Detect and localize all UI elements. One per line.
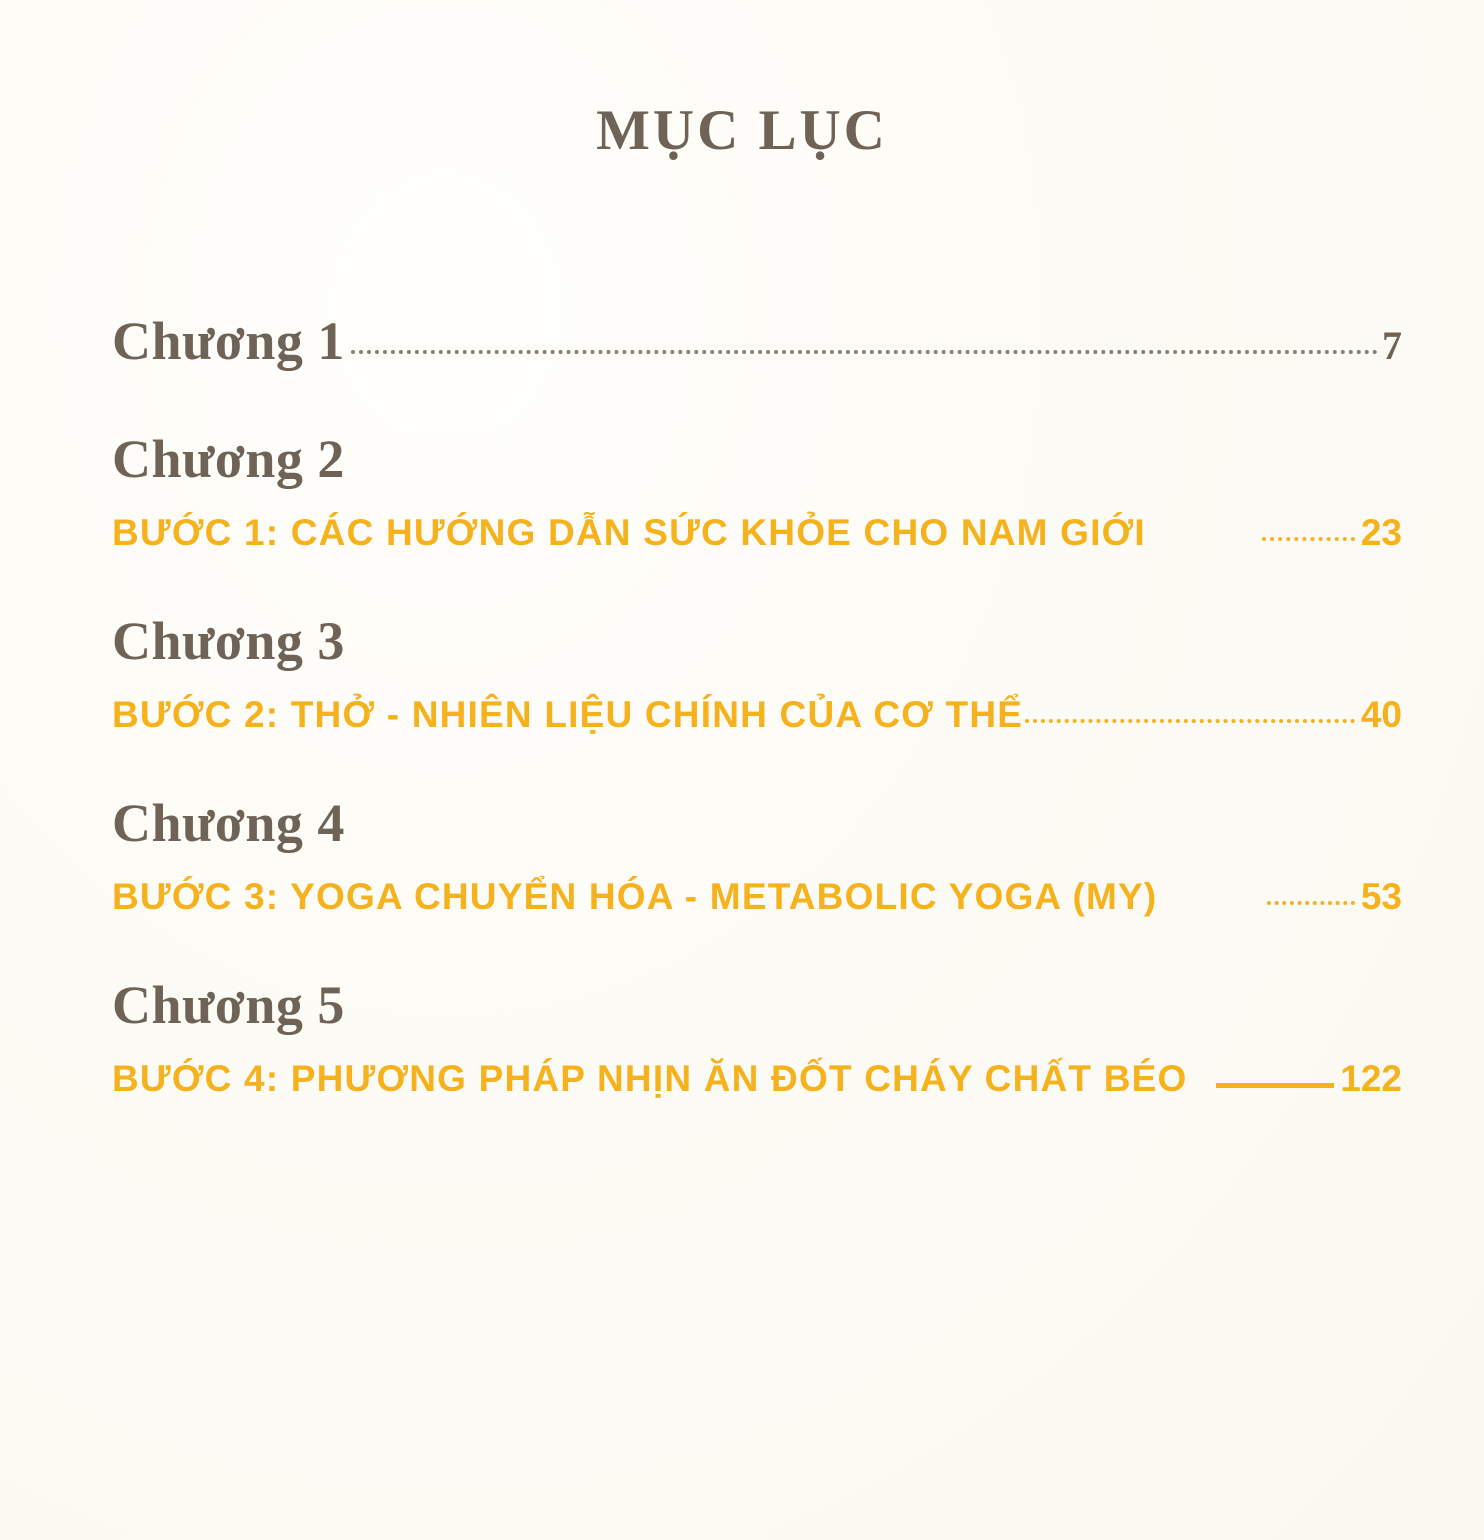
chapter-row[interactable] bbox=[112, 428, 1402, 490]
step-page-number: 23 bbox=[1360, 512, 1402, 553]
chapter-page-number: 7 bbox=[1382, 323, 1402, 368]
step-row[interactable] bbox=[112, 694, 1402, 736]
dot-leader bbox=[351, 343, 1378, 359]
step-page-number: 40 bbox=[1360, 694, 1402, 735]
step-row[interactable] bbox=[112, 876, 1402, 918]
rule-leader bbox=[1190, 1075, 1335, 1091]
step-row[interactable] bbox=[112, 1058, 1402, 1100]
dot-leader bbox=[1025, 711, 1355, 727]
page-title: MỤC LỤC bbox=[596, 99, 888, 162]
toc-entry bbox=[112, 610, 1402, 736]
step-page-number: 122 bbox=[1340, 1058, 1402, 1099]
toc-entry-list bbox=[112, 310, 1402, 1100]
chapter-label: Chương 2 bbox=[112, 429, 345, 489]
step-label: BƯỚC 4: PHƯƠNG PHÁP NHỊN ĂN ĐỐT CHÁY CHẤT BÉO bbox=[112, 1058, 1188, 1099]
chapter-label: Chương 3 bbox=[112, 611, 345, 671]
chapter-row[interactable] bbox=[112, 310, 1402, 372]
dot-leader bbox=[1159, 893, 1354, 909]
toc-entry bbox=[112, 310, 1402, 372]
chapter-row[interactable] bbox=[112, 610, 1402, 672]
chapter-label: Chương 4 bbox=[112, 793, 345, 853]
chapter-row[interactable] bbox=[112, 974, 1402, 1036]
step-row[interactable] bbox=[112, 512, 1402, 554]
dot-leader bbox=[1148, 529, 1355, 545]
chapter-label: Chương 5 bbox=[112, 975, 345, 1035]
chapter-label: Chương 1 bbox=[112, 311, 345, 371]
step-label: BƯỚC 3: YOGA CHUYỂN HÓA - METABOLIC YOGA (MY) bbox=[112, 876, 1158, 917]
toc-entry bbox=[112, 974, 1402, 1100]
toc-entry bbox=[112, 792, 1402, 918]
chapter-row[interactable] bbox=[112, 792, 1402, 854]
step-page-number: 53 bbox=[1360, 876, 1402, 917]
step-label: BƯỚC 2: THỞ - NHIÊN LIỆU CHÍNH CỦA CƠ THỂ bbox=[112, 694, 1024, 735]
toc-entry bbox=[112, 428, 1402, 554]
step-label: BƯỚC 1: CÁC HƯỚNG DẪN SỨC KHỎE CHO NAM GIỚI bbox=[112, 512, 1146, 553]
